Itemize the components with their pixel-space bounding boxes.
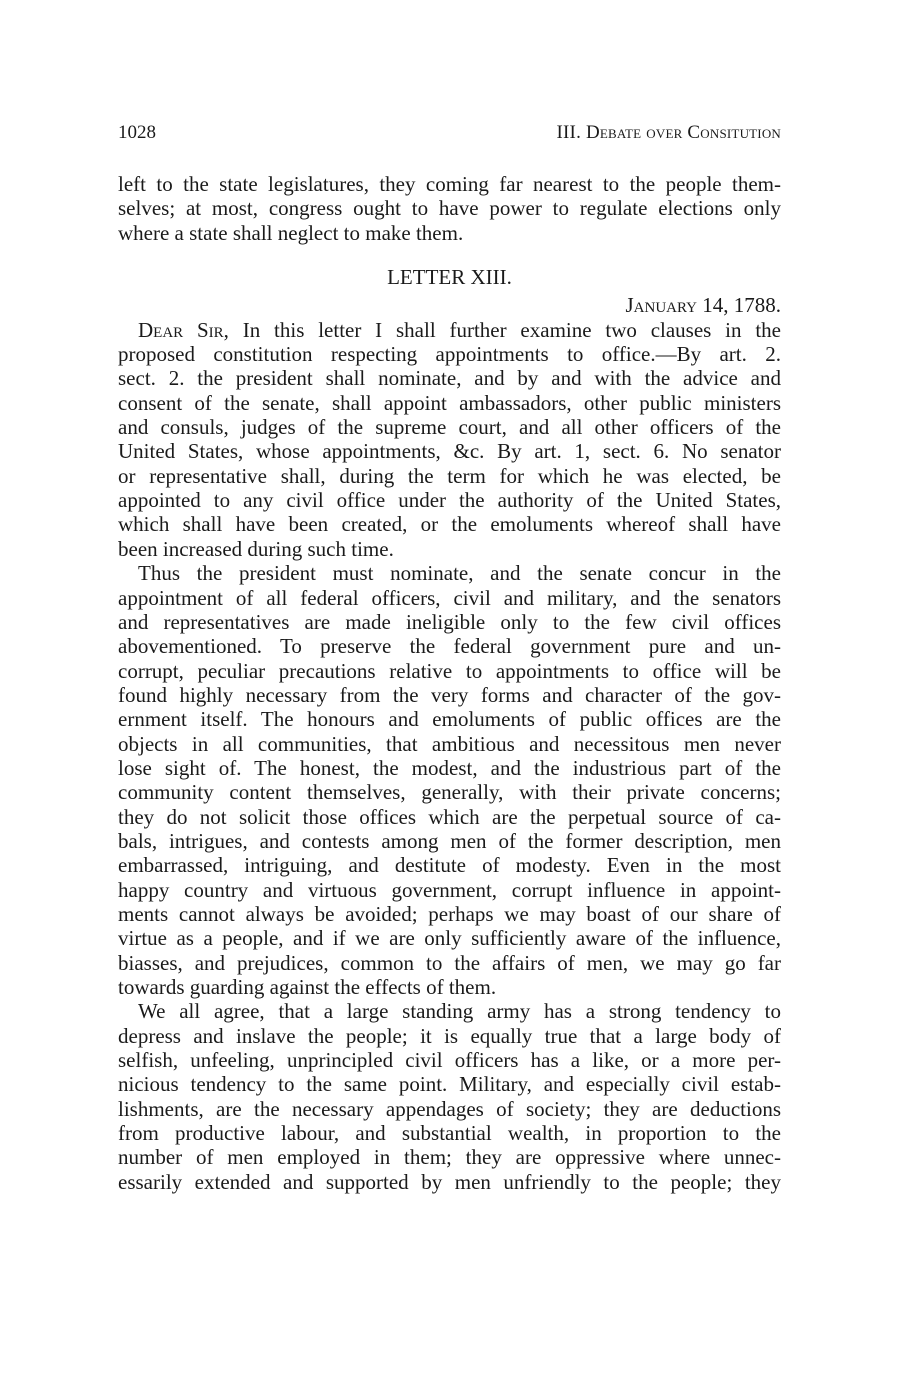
paragraph-2 xyxy=(118,561,781,999)
text-line: consent of the senate, shall appoint ambassadors, other public ministers xyxy=(118,390,781,415)
page-body xyxy=(118,172,781,1194)
text-line xyxy=(118,318,781,342)
text-line: happy country and virtuous government, corrupt influence in appoint- xyxy=(118,877,781,902)
text-line: left to the state legislatures, they coming far nearest to the people them- xyxy=(118,172,781,196)
text-line: objects in all communities, that ambitious and necessitous men never xyxy=(118,731,781,756)
text-line: We all agree, that a large standing army has a strong tendency to xyxy=(138,999,781,1024)
text-line: they do not solicit those offices which are the perpetual source of ca- xyxy=(118,804,781,829)
text-line: which shall have been created, or the emoluments whereof shall have xyxy=(118,512,781,537)
date-rest: 14, 1788. xyxy=(697,293,781,318)
text-line: essarily extended and supported by men unfriendly to the people; they xyxy=(118,1169,781,1194)
text-line: lose sight of. The honest, the modest, and the industrious part of the xyxy=(118,755,781,780)
letter-title: LETTER XIII. xyxy=(387,265,512,290)
text-line: depress and inslave the people; it is equally true that a large body of xyxy=(118,1023,781,1048)
text-line: selfish, unfeeling, unprincipled civil officers has a like, or a more per- xyxy=(118,1048,781,1073)
page-header xyxy=(118,122,781,152)
text-line: nicious tendency to the same point. Military, and especially civil estab- xyxy=(118,1072,781,1097)
text-line: United States, whose appointments, &c. By art. 1, sect. 6. No senator xyxy=(118,439,781,464)
text-line: or representative shall, during the term for which he was elected, be xyxy=(118,463,781,488)
text-line: virtue as a people, and if we are only sufficiently aware of the influence, xyxy=(118,926,781,951)
text-line: number of men employed in them; they are oppressive where unnec- xyxy=(118,1145,781,1170)
text-line: where a state shall neglect to make them. xyxy=(118,220,464,245)
date-month: January xyxy=(625,293,697,318)
text-line: proposed constitution respecting appointments to office.—By art. 2. xyxy=(118,342,781,367)
text-line: and representatives are made ineligible only to the few civil offices xyxy=(118,609,781,634)
text-line: abovementioned. To preserve the federal government pure and un- xyxy=(118,634,781,659)
text-line: corrupt, peculiar precautions relative to appointments to office will be xyxy=(118,658,781,683)
letter-date xyxy=(118,293,781,317)
text-line: appointed to any civil office under the authority of the United States, xyxy=(118,488,781,513)
text-line: community content themselves, generally, with their private concerns; xyxy=(118,780,781,805)
text-line: and consuls, judges of the supreme court, and all other officers of the xyxy=(118,415,781,440)
book-page xyxy=(118,122,781,1194)
running-title: III. Debate over Consitution xyxy=(556,122,781,143)
text-line: been increased during such time. xyxy=(118,536,394,561)
page-number: 1028 xyxy=(118,122,156,143)
paragraph-3 xyxy=(118,999,781,1194)
paragraph-1 xyxy=(118,318,781,561)
text-line: towards guarding against the effects of them. xyxy=(118,975,497,999)
text-line: embarrassed, intriguing, and destitute of modesty. Even in the most xyxy=(118,853,781,878)
text-line: lishments, are the necessary appendages of society; they are deductions xyxy=(118,1096,781,1121)
text-line: bals, intrigues, and contests among men of the former description, men xyxy=(118,828,781,853)
text-line: ments cannot always be avoided; perhaps we may boast of our share of xyxy=(118,901,781,926)
text-line: ernment itself. The honours and emoluments of public offices are the xyxy=(118,707,781,732)
text-line: Thus the president must nominate, and the senate concur in the xyxy=(138,561,781,586)
intro-paragraph xyxy=(118,172,781,245)
salutation: Dear Sir, xyxy=(138,317,229,342)
first-line-rest: In this letter I shall further examine two clauses in the xyxy=(228,317,781,342)
text-line: sect. 2. the president shall nominate, and by and with the advice and xyxy=(118,366,781,391)
text-line: found highly necessary from the very forms and character of the gov- xyxy=(118,682,781,707)
text-line: selves; at most, congress ought to have power to regulate elections only xyxy=(118,196,781,221)
text-line: biasses, and prejudices, common to the affairs of men, we may go far xyxy=(118,950,781,975)
text-line: appointment of all federal officers, civil and military, and the senators xyxy=(118,585,781,610)
text-line: from productive labour, and substantial wealth, in proportion to the xyxy=(118,1121,781,1146)
